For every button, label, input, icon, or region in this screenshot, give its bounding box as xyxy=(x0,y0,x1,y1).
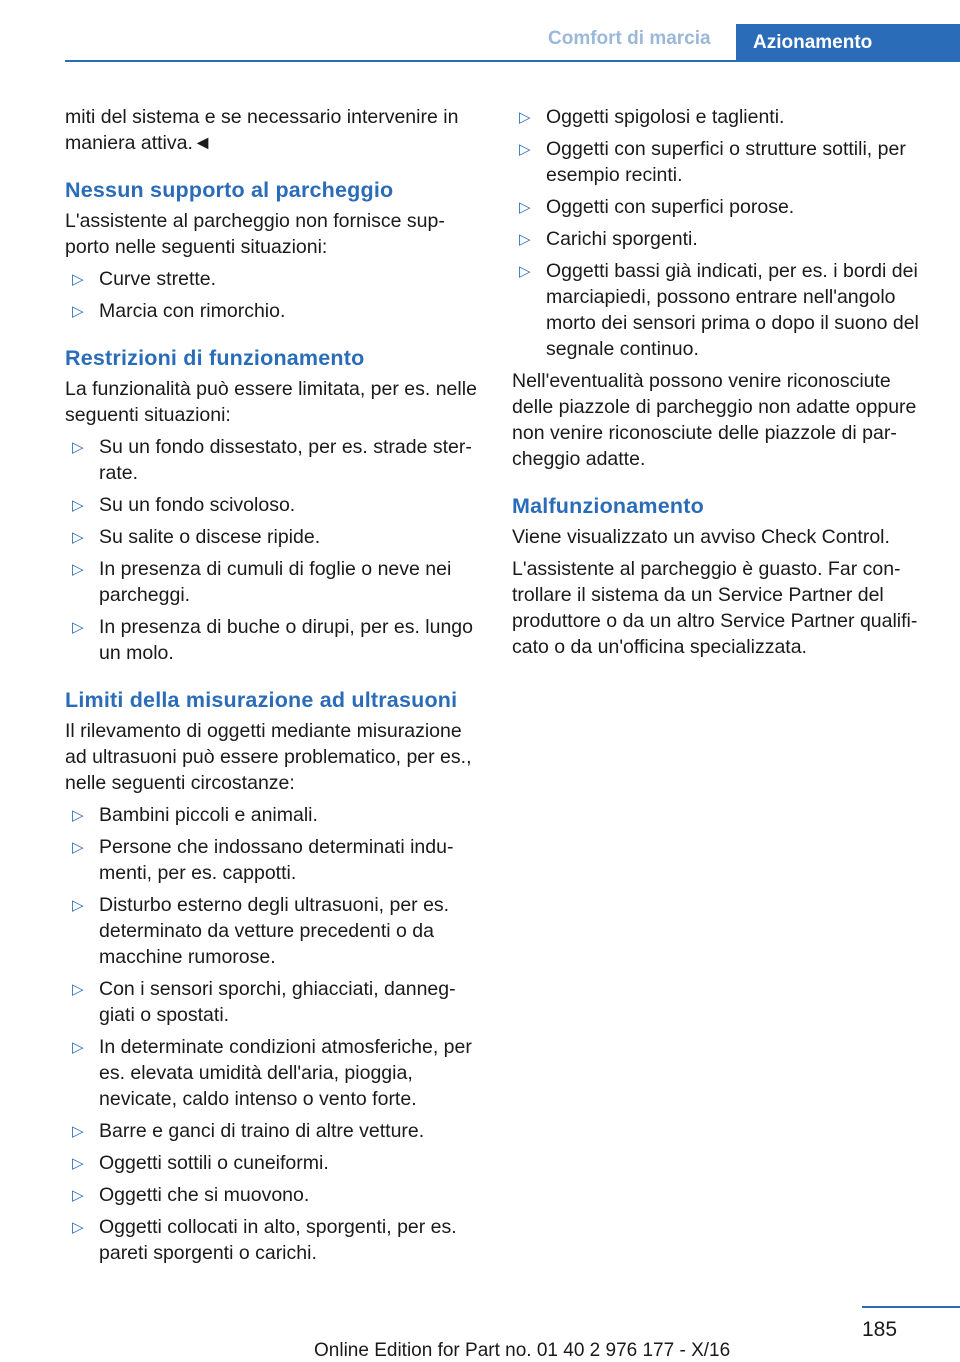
list-item: ▷ Su un fondo dissestato, per es. strade sterrate. xyxy=(72,436,472,484)
list-item: ▷ Oggetti spigolosi e taglienti. xyxy=(519,106,785,128)
paragraph: L'assistente al parcheggio è guasto. Far controllare il sistema da un Service Partner del produttore o da un altro Service Partner qualificato o da un'officina specializzata. xyxy=(512,558,918,658)
bullet-list xyxy=(65,266,477,324)
list-item: ▷ In presenza di buche o dirupi, per es. lungo un molo. xyxy=(72,616,473,664)
intro-text: miti del sistema e se necessario intervenire in maniera attiva.◄ xyxy=(65,106,459,154)
section-title-malfunction: Malfunzionamento xyxy=(512,494,704,518)
list-item: ▷ In presenza di cumuli di foglie o neve nei parcheggi. xyxy=(72,558,452,606)
list-item: ▷ Carichi sporgenti. xyxy=(519,228,698,250)
bullet-icon: ▷ xyxy=(519,108,531,126)
section-text: L'assistente al parcheggio non fornisce supporto nelle seguenti situazioni: xyxy=(65,210,445,258)
bullet-icon: ▷ xyxy=(72,838,84,856)
bullet-icon: ▷ xyxy=(519,262,531,280)
bullet-icon: ▷ xyxy=(72,618,84,636)
list-item: ▷ Barre e ganci di traino di altre vetture. xyxy=(72,1120,425,1142)
section-text: Il rilevamento di oggetti mediante misurazione ad ultrasuoni può essere problematico, per es., nelle seguenti circostanze: xyxy=(65,720,472,794)
bullet-icon: ▷ xyxy=(519,230,531,248)
page-number: 185 xyxy=(862,1318,898,1341)
list-item: ▷ Oggetti con superfici o strutture sottili, per esempio recinti. xyxy=(519,138,906,186)
bullet-icon: ▷ xyxy=(519,198,531,216)
section-title-ultrasound-limits: Limiti della misurazione ad ultrasuoni xyxy=(65,688,458,712)
bullet-icon: ▷ xyxy=(72,1218,84,1236)
bullet-icon: ▷ xyxy=(72,1186,84,1204)
bullet-icon: ▷ xyxy=(72,1038,84,1056)
bullet-icon: ▷ xyxy=(72,438,84,456)
right-column xyxy=(512,104,928,666)
bullet-icon: ▷ xyxy=(72,896,84,914)
edition-note: Online Edition for Part no. 01 40 2 976 177 - X/16 xyxy=(314,1340,731,1361)
left-column xyxy=(65,104,477,1272)
paragraph: Viene visualizzato un avviso Check Control. xyxy=(512,526,890,548)
header-chapter-tab[interactable]: Azionamento xyxy=(736,24,960,62)
list-item: ▷ Oggetti bassi già indicati, per es. i bordi dei marciapiedi, possono entrare nell'angolo morto dei sensori prima o dopo il suono del segnale continuo. xyxy=(519,260,919,360)
list-item: ▷ In determinate condizioni atmosferiche, per es. elevata umidità dell'aria, pioggia, nevicate, caldo intenso o vento forte. xyxy=(72,1036,472,1110)
list-item: ▷ Oggetti sottili o cuneiformi. xyxy=(72,1152,329,1174)
bullet-icon: ▷ xyxy=(72,560,84,578)
section-title-no-support: Nessun supporto al parcheggio xyxy=(65,178,394,202)
bullet-icon: ▷ xyxy=(519,140,531,158)
list-item: ▷ Oggetti che si muovono. xyxy=(72,1184,310,1206)
bullet-icon: ▷ xyxy=(72,302,84,320)
bullet-list xyxy=(512,104,928,362)
bullet-icon: ▷ xyxy=(72,528,84,546)
list-item: ▷ Oggetti con superfici porose. xyxy=(519,196,795,218)
header-section-tab[interactable]: Comfort di marcia xyxy=(548,28,711,49)
bullet-icon: ▷ xyxy=(72,1122,84,1140)
section-text: La funzionalità può essere limitata, per es. nelle seguenti situazioni: xyxy=(65,378,477,426)
list-item: ▷ Disturbo esterno degli ultrasuoni, per es. determinato da vetture precedenti o da macchine rumorose. xyxy=(72,894,450,968)
list-item: ▷ Su salite o discese ripide. xyxy=(72,526,321,548)
list-item: ▷ Su un fondo scivoloso. xyxy=(72,494,296,516)
paragraph: Nell'eventualità possono venire riconosciute delle piazzole di parcheggio non adatte oppure non venire riconosciute delle piazzole di parcheggio adatte. xyxy=(512,370,917,470)
bullet-list xyxy=(65,434,477,666)
list-item: ▷ Persone che indossano determinati indumenti, per es. cappotti. xyxy=(72,836,454,884)
bullet-icon: ▷ xyxy=(72,1154,84,1172)
bullet-list xyxy=(65,802,477,1266)
footer-rule xyxy=(862,1306,960,1308)
list-item: ▷ Bambini piccoli e animali. xyxy=(72,804,318,826)
bullet-icon: ▷ xyxy=(72,980,84,998)
list-item: ▷ Curve strette. xyxy=(72,268,217,290)
bullet-icon: ▷ xyxy=(72,270,84,288)
section-title-restrictions: Restrizioni di funzionamento xyxy=(65,346,365,370)
list-item: ▷ Con i sensori sporchi, ghiacciati, danneggiati o spostati. xyxy=(72,978,456,1026)
bullet-icon: ▷ xyxy=(72,496,84,514)
list-item: ▷ Marcia con rimorchio. xyxy=(72,300,286,322)
list-item: ▷ Oggetti collocati in alto, sporgenti, per es. pareti sporgenti o carichi. xyxy=(72,1216,457,1264)
bullet-icon: ▷ xyxy=(72,806,84,824)
